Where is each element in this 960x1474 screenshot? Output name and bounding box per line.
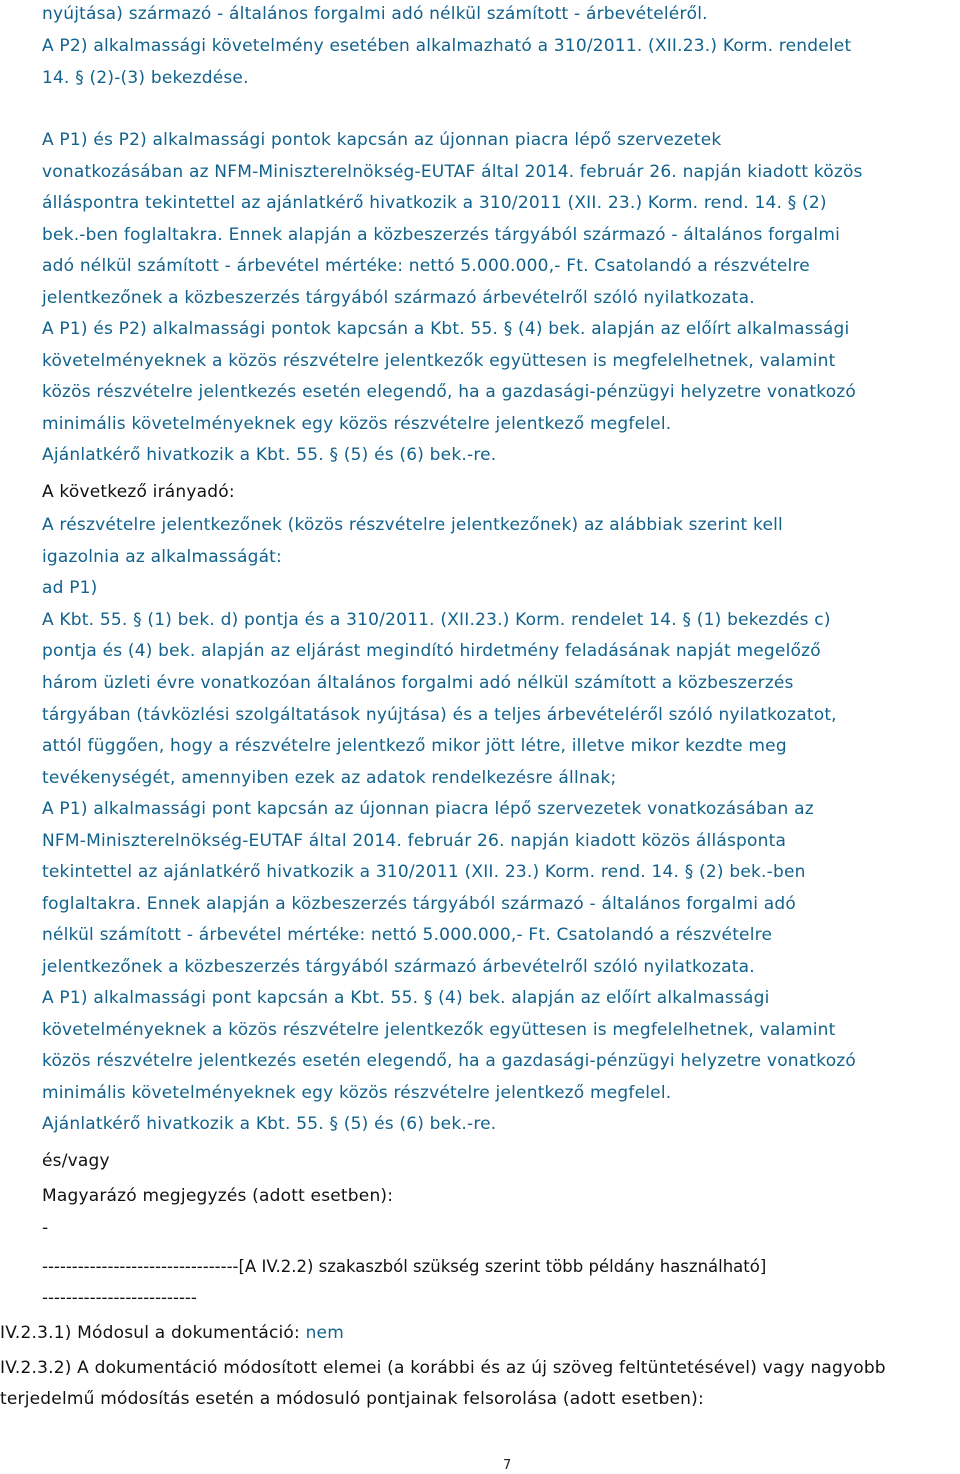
body-line: követelményeknek a közös részvételre jelentkezők együttesen is megfelelhetnek, valamint	[42, 1020, 836, 1040]
body-line: A P1) alkalmassági pont kapcsán az újonnan piacra lépő szervezetek vonatkozásában az	[42, 799, 814, 819]
body-line: bek.-ben foglaltakra. Ennek alapján a közbeszerzés tárgyából származó - általános forgalmi	[42, 225, 840, 245]
explanatory-note-label: Magyarázó megjegyzés (adott esetben):	[42, 1186, 394, 1206]
body-line: tekintettel az ajánlatkérő hivatkozik a 310/2011 (XII. 23.) Korm. rend. 14. § (2) bek.-ben	[42, 862, 806, 882]
iv-2-3-1-row	[0, 1322, 344, 1344]
body-line: A P1) és P2) alkalmassági pontok kapcsán az újonnan piacra lépő szervezetek	[42, 130, 722, 150]
body-line: tárgyában (távközlési szolgáltatások nyújtása) és a teljes árbevételéről szóló nyilatkozatot,	[42, 705, 837, 725]
body-line: minimális követelményeknek egy közös részvételre jelentkező megfelel.	[42, 1083, 672, 1103]
body-line: jelentkezőnek a közbeszerzés tárgyából származó árbevételről szóló nyilatkozata.	[42, 957, 755, 977]
iv-2-3-1-label: IV.2.3.1) Módosul a dokumentáció:	[0, 1323, 306, 1343]
body-line: nyújtása) származó - általános forgalmi adó nélkül számított - árbevételéről.	[42, 4, 708, 24]
body-line: A részvételre jelentkezőnek (közös részvételre jelentkezőnek) az alábbiak szerint kell	[42, 515, 783, 535]
explanatory-note-value: -	[42, 1218, 49, 1238]
and-or-label: és/vagy	[42, 1151, 110, 1171]
body-line: foglaltakra. Ennek alapján a közbeszerzés tárgyából származó - általános forgalmi adó	[42, 894, 796, 914]
body-line: A P2) alkalmassági követelmény esetében alkalmazható a 310/2011. (XII.23.) Korm. rendelet	[42, 36, 852, 56]
iv-2-3-2-line: IV.2.3.2) A dokumentáció módosított elemei (a korábbi és az új szöveg feltüntetésével) vagy nagyobb	[0, 1358, 886, 1378]
body-line: 14. § (2)-(3) bekezdése.	[42, 68, 249, 88]
section-separator-end: --------------------------	[42, 1288, 197, 1307]
body-line: ad P1)	[42, 578, 98, 598]
section-heading: A következő irányadó:	[42, 482, 235, 502]
iv-2-3-2-line: terjedelmű módosítás esetén a módosuló pontjainak felsorolása (adott esetben):	[0, 1389, 704, 1409]
body-line: közös részvételre jelentkezés esetén elegendő, ha a gazdasági-pénzügyi helyzetre vonatkozó	[42, 382, 857, 402]
body-line: A P1) alkalmassági pont kapcsán a Kbt. 55. § (4) bek. alapján az előírt alkalmassági	[42, 988, 770, 1008]
body-line: vonatkozásában az NFM-Miniszterelnökség-EUTAF által 2014. február 26. napján kiadott közös	[42, 162, 863, 182]
body-line: minimális követelményeknek egy közös részvételre jelentkező megfelel.	[42, 414, 672, 434]
page-number: 7	[503, 1458, 512, 1473]
body-line: Ajánlatkérő hivatkozik a Kbt. 55. § (5) és (6) bek.-re.	[42, 1114, 497, 1134]
body-line: Ajánlatkérő hivatkozik a Kbt. 55. § (5) és (6) bek.-re.	[42, 445, 497, 465]
body-line: közös részvételre jelentkezés esetén elegendő, ha a gazdasági-pénzügyi helyzetre vonatkozó	[42, 1051, 857, 1071]
iv-2-3-1-value: nem	[305, 1323, 344, 1343]
body-line: nélkül számított - árbevétel mértéke: nettó 5.000.000,- Ft. Csatolandó a részvételre	[42, 925, 773, 945]
body-line: álláspontra tekintettel az ajánlatkérő hivatkozik a 310/2011 (XII. 23.) Korm. rend. 14. § (2)	[42, 193, 827, 213]
body-line: pontja és (4) bek. alapján az eljárást megindító hirdetmény feladásának napját megelőző	[42, 641, 821, 661]
body-line: jelentkezőnek a közbeszerzés tárgyából származó árbevételről szóló nyilatkozata.	[42, 288, 755, 308]
body-line: tevékenységét, amennyiben ezek az adatok rendelkezésre állnak;	[42, 768, 617, 788]
body-line: attól függően, hogy a részvételre jelentkező mikor jött létre, illetve mikor kezdte meg	[42, 736, 787, 756]
body-line: A P1) és P2) alkalmassági pontok kapcsán a Kbt. 55. § (4) bek. alapján az előírt alkalmassági	[42, 319, 850, 339]
body-line: három üzleti évre vonatkozóan általános forgalmi adó nélkül számított a közbeszerzés	[42, 673, 794, 693]
body-line: adó nélkül számított - árbevétel mértéke: nettó 5.000.000,- Ft. Csatolandó a részvételre	[42, 256, 810, 276]
body-line: igazolnia az alkalmasságát:	[42, 547, 282, 567]
body-line: NFM-Miniszterelnökség-EUTAF által 2014. február 26. napján kiadott közös állásponta	[42, 831, 787, 851]
section-separator: ---------------------------------[A IV.2.2) szakaszból szükség szerint több példány használható]	[42, 1257, 767, 1276]
body-line: követelményeknek a közös részvételre jelentkezők együttesen is megfelelhetnek, valamint	[42, 351, 836, 371]
body-line: A Kbt. 55. § (1) bek. d) pontja és a 310/2011. (XII.23.) Korm. rendelet 14. § (1) bekezdés c)	[42, 610, 831, 630]
